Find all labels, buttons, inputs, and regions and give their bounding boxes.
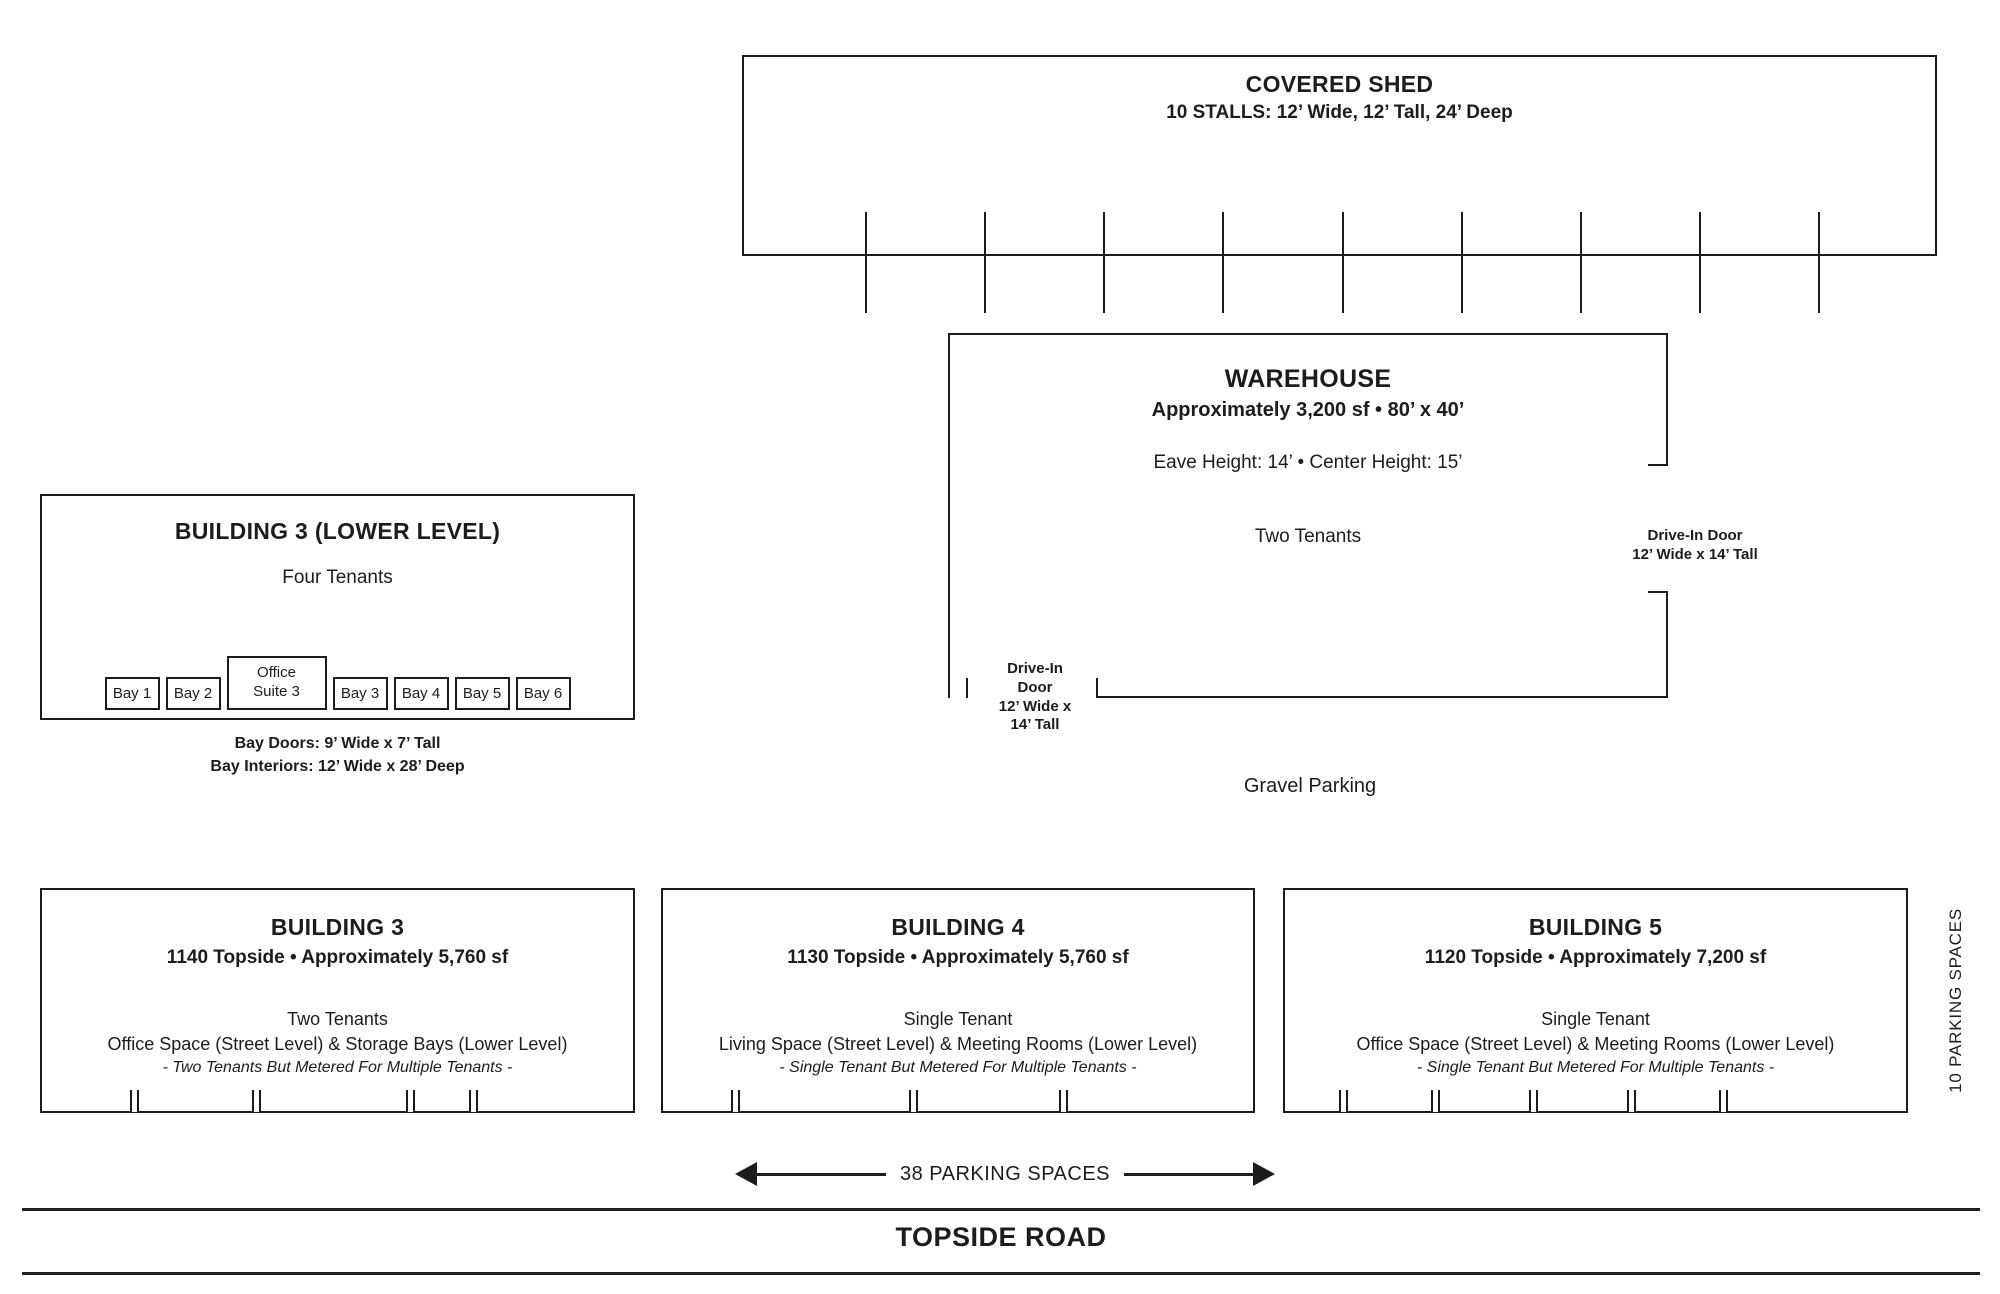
building-5-usage: Office Space (Street Level) & Meeting Rooms (Lower Level) xyxy=(1356,1034,1835,1054)
building-4-title: BUILDING 4 xyxy=(891,914,1025,940)
building-3-tenants: Two Tenants xyxy=(287,1009,388,1029)
building-5-block xyxy=(1283,888,1908,1113)
warehouse-edge-top xyxy=(948,333,1668,335)
parking-space-tick xyxy=(1059,1090,1068,1112)
building-4-block xyxy=(661,888,1255,1113)
bay-cell: Bay 3 xyxy=(333,677,388,710)
stall-divider xyxy=(1580,212,1582,313)
warehouse-right-door-label-line2: 12’ Wide x 14’ Tall xyxy=(1632,545,1758,563)
arrow-head-right-icon xyxy=(1253,1162,1275,1186)
parking-space-tick xyxy=(1431,1090,1440,1112)
building-3-usage: Office Space (Street Level) & Storage Bays (Lower Level) xyxy=(107,1034,568,1054)
warehouse-left-door-label xyxy=(975,660,1095,735)
road-line-bottom xyxy=(22,1272,1980,1275)
warehouse-left-door-label-line1: Drive-In xyxy=(1007,660,1063,677)
building-4-address: 1130 Topside • Approximately 5,760 sf xyxy=(787,947,1129,968)
parking-spaces-arrow xyxy=(735,1158,1275,1190)
building-4-tenants: Single Tenant xyxy=(903,1009,1013,1029)
parking-space-tick xyxy=(1719,1090,1728,1112)
parking-space-tick xyxy=(252,1090,261,1112)
building-3-title: BUILDING 3 xyxy=(270,914,405,940)
building-5-address: 1120 Topside • Approximately 7,200 sf xyxy=(1424,947,1767,968)
building-4-usage: Living Space (Street Level) & Meeting Rooms (Lower Level) xyxy=(718,1034,1198,1054)
covered-shed-block xyxy=(742,55,1937,256)
building-5-tenants: Single Tenant xyxy=(1541,1009,1650,1029)
building-3-address: 1140 Topside • Approximately 5,760 sf xyxy=(166,947,509,968)
right-parking-label-text: 10 PARKING SPACES xyxy=(1946,908,1965,1093)
stall-divider xyxy=(1342,212,1344,313)
covered-shed-title: COVERED SHED xyxy=(1245,71,1434,97)
bay-label-line2: Suite 3 xyxy=(253,682,300,700)
warehouse-title: WAREHOUSE xyxy=(1224,365,1392,393)
bay-note-interiors: Bay Interiors: 12’ Wide x 28’ Deep xyxy=(210,758,465,776)
parking-space-tick xyxy=(1627,1090,1636,1112)
parking-space-tick xyxy=(1529,1090,1538,1112)
bay-notes xyxy=(40,732,635,778)
road-label: TOPSIDE ROAD xyxy=(895,1222,1107,1252)
building-4-meter-note: - Single Tenant But Metered For Multiple Tenants - xyxy=(779,1059,1137,1076)
stall-divider xyxy=(1699,212,1701,313)
parking-space-tick xyxy=(469,1090,478,1112)
warehouse-text-block xyxy=(948,365,1668,548)
stall-divider xyxy=(865,212,867,313)
warehouse-size: Approximately 3,200 sf • 80’ x 40’ xyxy=(1151,399,1465,421)
bay-cell: Bay 4 xyxy=(394,677,449,710)
stall-divider xyxy=(1222,212,1224,313)
road-line-top xyxy=(22,1208,1980,1211)
bay-cell: Bay 1 xyxy=(105,677,160,710)
building-5-meter-note: - Single Tenant But Metered For Multiple Tenants - xyxy=(1416,1059,1775,1076)
building3-lower-title: BUILDING 3 (LOWER LEVEL) xyxy=(174,518,501,544)
right-parking-label xyxy=(1941,888,1971,1113)
warehouse-bottom-door-jamb-left xyxy=(966,678,968,698)
bay-row xyxy=(42,656,633,710)
covered-shed-subtitle: 10 STALLS: 12’ Wide, 12’ Tall, 24’ Deep xyxy=(1166,102,1513,123)
parking-space-tick xyxy=(130,1090,139,1112)
bay-cell xyxy=(227,656,327,710)
stall-divider xyxy=(984,212,986,313)
warehouse-bottom-door-jamb-right xyxy=(1096,678,1098,698)
warehouse-right-door-jamb-bottom xyxy=(1648,591,1668,593)
arrow-head-left-icon xyxy=(735,1162,757,1186)
stall-divider xyxy=(1103,212,1105,313)
building3-lower-tenants: Four Tenants xyxy=(282,567,393,588)
parking-space-tick xyxy=(731,1090,740,1112)
building-5-title: BUILDING 5 xyxy=(1528,914,1663,940)
warehouse-left-door-label-line2: Door xyxy=(1017,678,1053,696)
warehouse-edge-right-lower xyxy=(1666,591,1668,698)
parking-space-tick xyxy=(1339,1090,1348,1112)
stall-divider xyxy=(1818,212,1820,313)
bay-cell: Bay 2 xyxy=(166,677,221,710)
parking-space-tick xyxy=(909,1090,918,1112)
stall-divider xyxy=(1461,212,1463,313)
warehouse-tenants: Two Tenants xyxy=(1254,526,1362,547)
building3-lower-level-block xyxy=(40,494,635,720)
gravel-parking-label: Gravel Parking xyxy=(1243,775,1377,797)
building-3-block xyxy=(40,888,635,1113)
warehouse-left-door-label-line4: 14’ Tall xyxy=(1010,716,1060,734)
warehouse-right-door-label xyxy=(1600,527,1790,565)
warehouse-edge-bottom-right xyxy=(1098,696,1668,698)
warehouse-right-door-label-line1: Drive-In Door xyxy=(1647,527,1743,544)
building-3-meter-note: - Two Tenants But Metered For Multiple Tenants - xyxy=(162,1059,513,1076)
parking-arrow-label: 38 PARKING SPACES xyxy=(886,1163,1124,1186)
warehouse-heights: Eave Height: 14’ • Center Height: 15’ xyxy=(1153,452,1463,473)
bay-note-doors: Bay Doors: 9’ Wide x 7’ Tall xyxy=(234,735,441,752)
bay-cell: Bay 6 xyxy=(516,677,571,710)
warehouse-left-door-label-line3: 12’ Wide x xyxy=(998,697,1072,715)
parking-space-tick xyxy=(406,1090,415,1112)
bay-cell: Bay 5 xyxy=(455,677,510,710)
bay-label-line1: Office xyxy=(257,664,296,681)
